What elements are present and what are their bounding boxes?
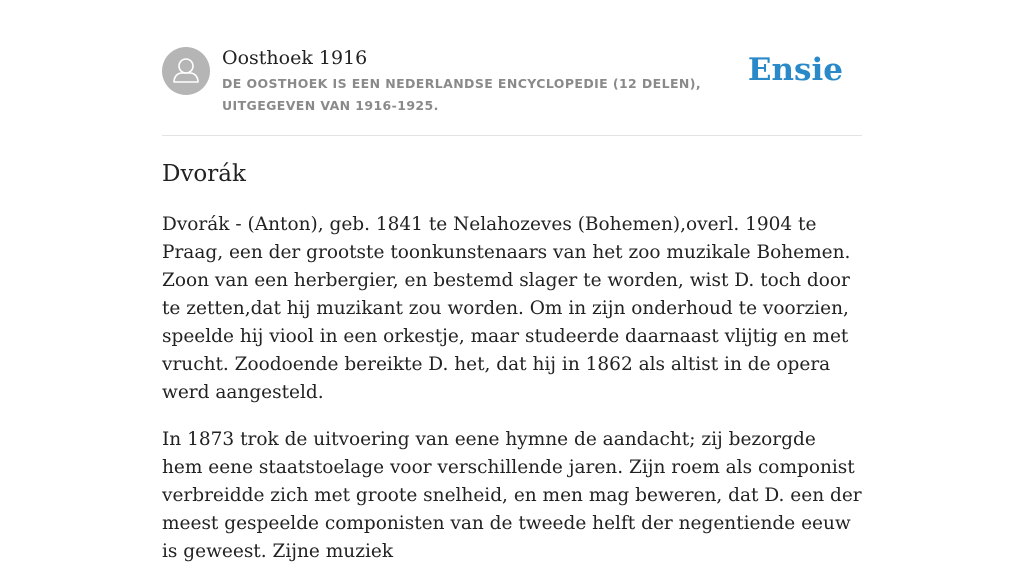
article-title: Dvorák (162, 161, 246, 187)
user-silhouette-icon[interactable] (162, 47, 210, 95)
header-divider (162, 135, 862, 136)
article-paragraph: In 1873 trok de uitvoering van eene hymne de aandacht; zij bezorgde hem eene staatstoelage voor verschillende jaren. Zijn roem als componist verbreidde zich met groote snelheid, en men mag beweren, dat D. een der meest gespeelde componisten van de tweede helft der negentiende eeuw is geweest. Zijne muziek (162, 429, 862, 562)
article-paragraph: Dvorák - (Anton), geb. 1841 te Nelahozeves (Bohemen),overl. 1904 te Praag, een der grootste toonkunstenaars van het zoo muzikale Bohemen. Zoon van een herbergier, en bestemd slager te worden, wist D. toch door te zetten,dat hij muzikant zou worden. Om in zijn onderhoud te voorzien, speelde hij viool in een orkestje, maar studeerde daarnaast vlijtig en met vrucht. Zoodoende bereikte D. het, dat hij in 1862 als altist in de opera werd aangesteld. (162, 214, 851, 403)
source-header (162, 46, 862, 116)
brand-logo[interactable]: Ensie (747, 52, 843, 88)
source-title[interactable]: Oosthoek 1916 (222, 47, 368, 69)
article (162, 158, 862, 566)
source-description: DE OOSTHOEK IS EEN NEDERLANDSE ENCYCLOPEDIE (12 DELEN), UITGEGEVEN VAN 1916-1925. (222, 76, 702, 113)
